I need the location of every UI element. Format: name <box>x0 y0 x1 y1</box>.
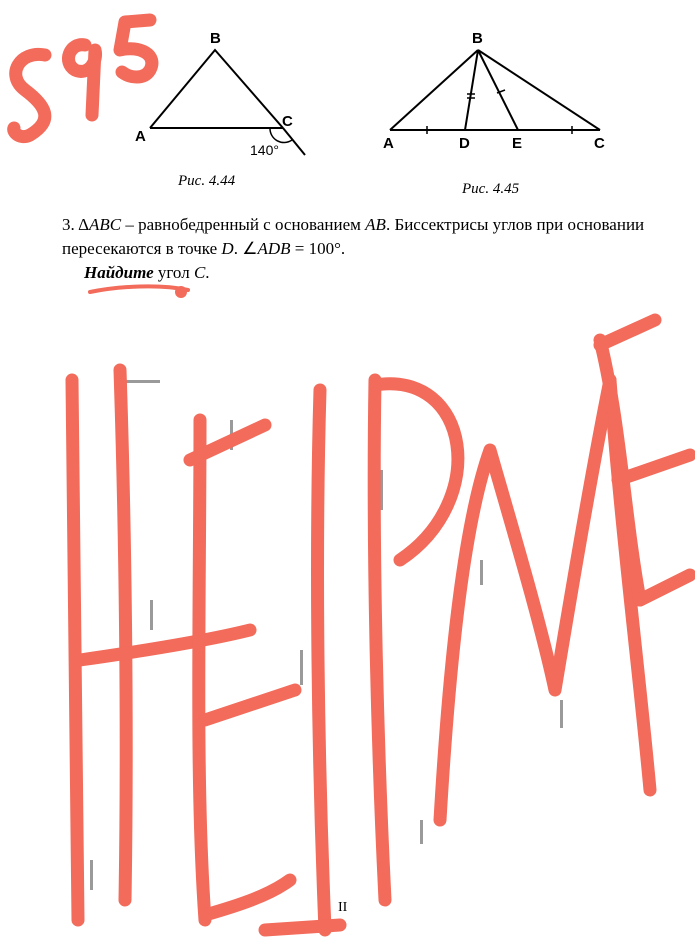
fig445-vertex-d: D <box>459 135 470 152</box>
handwritten-big-text <box>72 380 78 920</box>
fig445-vertex-b: B <box>472 30 483 47</box>
fig444-caption: Рис. 4.44 <box>178 173 236 189</box>
problem-text-1: – равнобедренный с основанием <box>121 215 366 234</box>
triangle-symbol: Δ <box>78 215 89 234</box>
fig445-caption: Рис. 4.45 <box>462 181 520 197</box>
find-text: угол <box>153 263 194 282</box>
fig444-vertex-b: B <box>210 30 221 47</box>
problem-text-2: . Биссектрисы углов при основании пересекаются в точке <box>62 215 645 258</box>
problem-text-4: = 100°. <box>290 239 346 258</box>
angle-adb: ADB <box>257 239 291 258</box>
fig444-vertex-c: C <box>282 113 293 130</box>
handwritten-s95 <box>14 54 45 136</box>
problem-text-3: . <box>233 239 243 258</box>
problem-number: 3. <box>62 215 75 234</box>
point-d: D <box>221 239 234 258</box>
fig445-vertex-a: A <box>383 135 394 152</box>
fig445-vertex-c: C <box>594 135 605 152</box>
page-number: II <box>338 900 348 915</box>
find-period: . <box>205 263 210 282</box>
fig444-angle-label: 140° <box>250 142 279 158</box>
triangle-abc: ABC <box>89 215 122 234</box>
angle-c: C <box>193 263 206 282</box>
find-label: Найдите <box>84 263 154 282</box>
angle-symbol: ∠ <box>242 239 258 258</box>
base-ab: AB <box>365 215 386 234</box>
ink-underline <box>90 286 188 292</box>
fig445-vertex-e: E <box>512 135 523 152</box>
fig444-vertex-a: A <box>135 128 146 145</box>
